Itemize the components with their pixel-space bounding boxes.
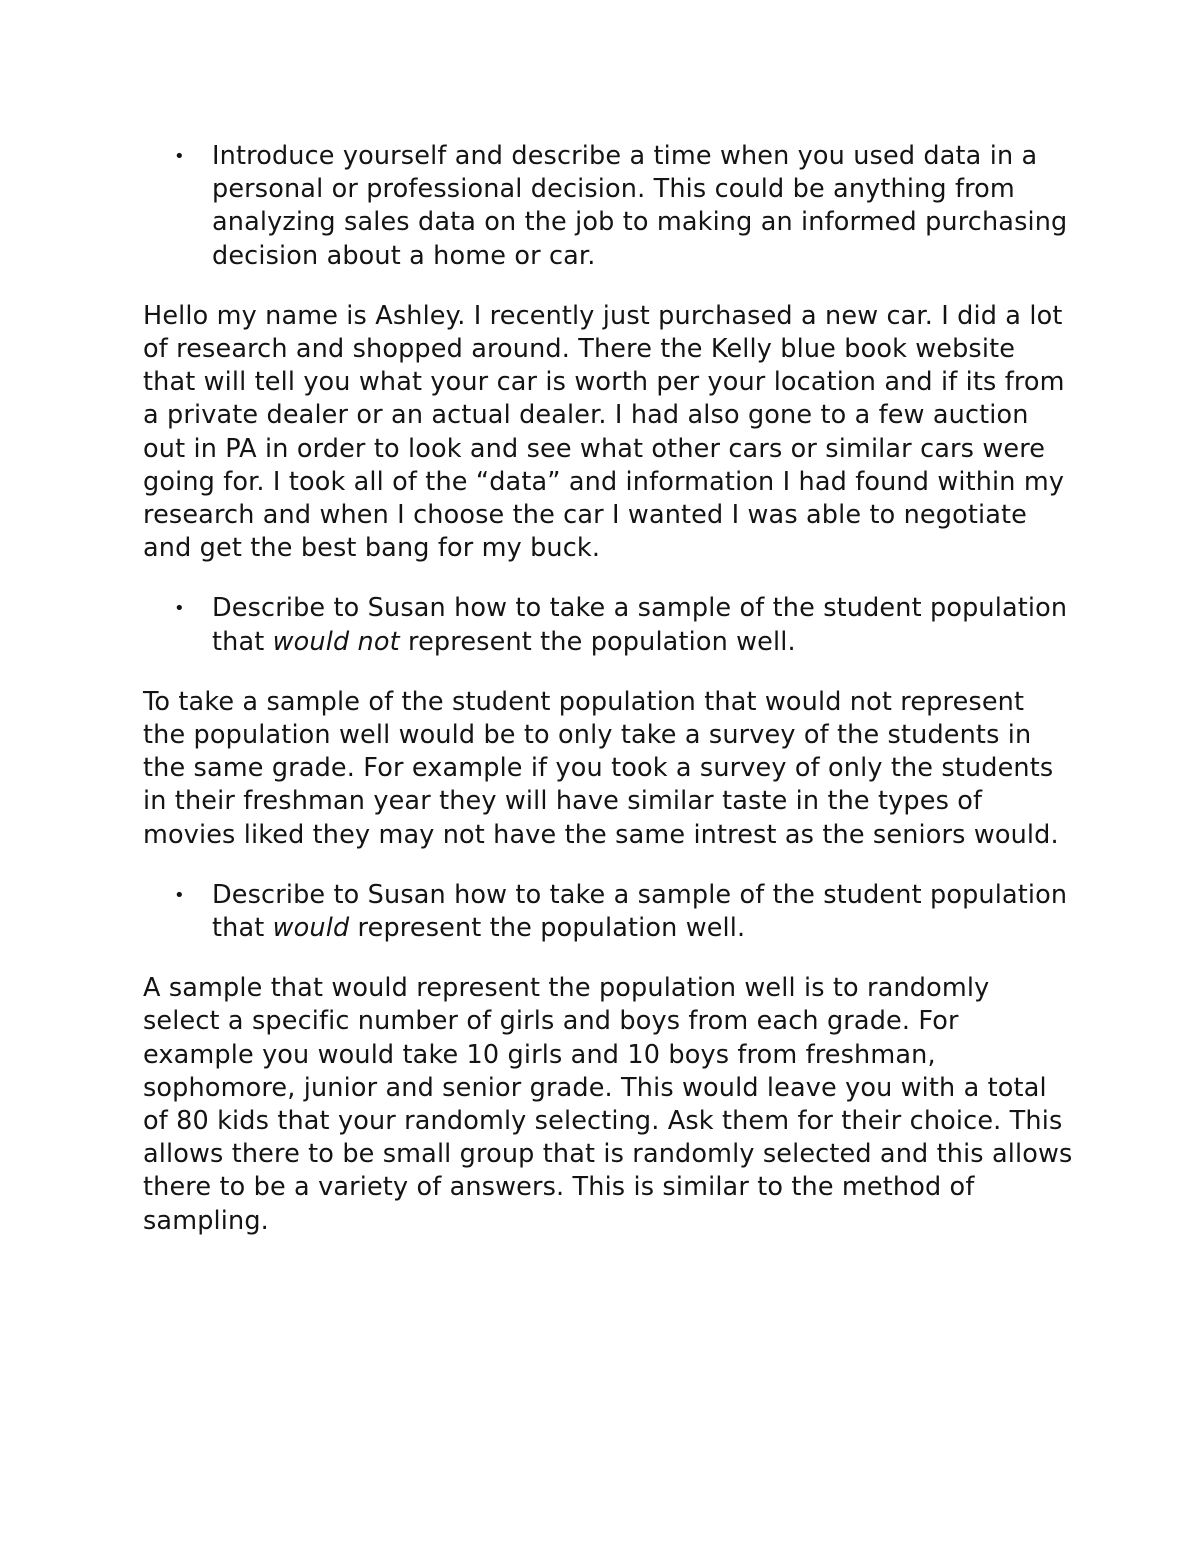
prompt-2 [143,592,1073,658]
bullet-icon: • [174,146,185,167]
prompt-2-emphasis: would not [272,626,400,657]
response-1: Hello my name is Ashley. I recently just purchased a new car. I did a lot of research and shopped around. There the Kelly blue book website that will tell you what your car is worth per your location and if its from a private dealer or an actual dealer. I had also gone to a few auction out in PA in order to look and see what other cars or similar cars were going for. I took all of the “data” and information I had found within my research and when I choose the car I wanted I was able to negotiate and get the best bang for my buck. [143,300,1065,564]
prompt-1 [143,140,1073,273]
bullet-icon: • [174,598,185,620]
prompt-2-text-start: Describe to Susan how to take a sample of the student population that [212,593,1068,657]
prompt-3 [143,879,1073,945]
document-body [143,140,1073,1265]
bullet-icon: • [174,884,185,906]
response-3: A sample that would represent the population well is to randomly select a specific number of girls and boys from each grade. For example you would take 10 girls and 10 boys from freshman, sophomore, junior and senior grade. This would leave you with a total of 80 kids that your randomly selecting. Ask them for their choice. This allows there to be small group that is randomly selected and this allows there to be a variety of answers. This is similar to the method of sampling. [143,973,1073,1236]
prompt-3-text-end: represent the population well. [349,913,746,944]
prompt-3-emphasis: would [272,913,350,944]
prompt-1-text: Introduce yourself and describe a time when you used data in a personal or professional decision. This could be anything from analyzing sales data on the job to making an informed purchasing decision about a home or car. [212,141,1068,271]
response-2: To take a sample of the student population that would not represent the population well would be to only take a survey of the students in the same grade. For example if you took a survey of only the students in their freshman year they will have similar taste in the types of movies liked they may not have the same intrest as the seniors would. [143,686,1059,850]
prompt-3-text-start: Describe to Susan how to take a sample of the student population that [212,879,1068,944]
prompt-2-text-end: represent the population well. [399,626,796,657]
